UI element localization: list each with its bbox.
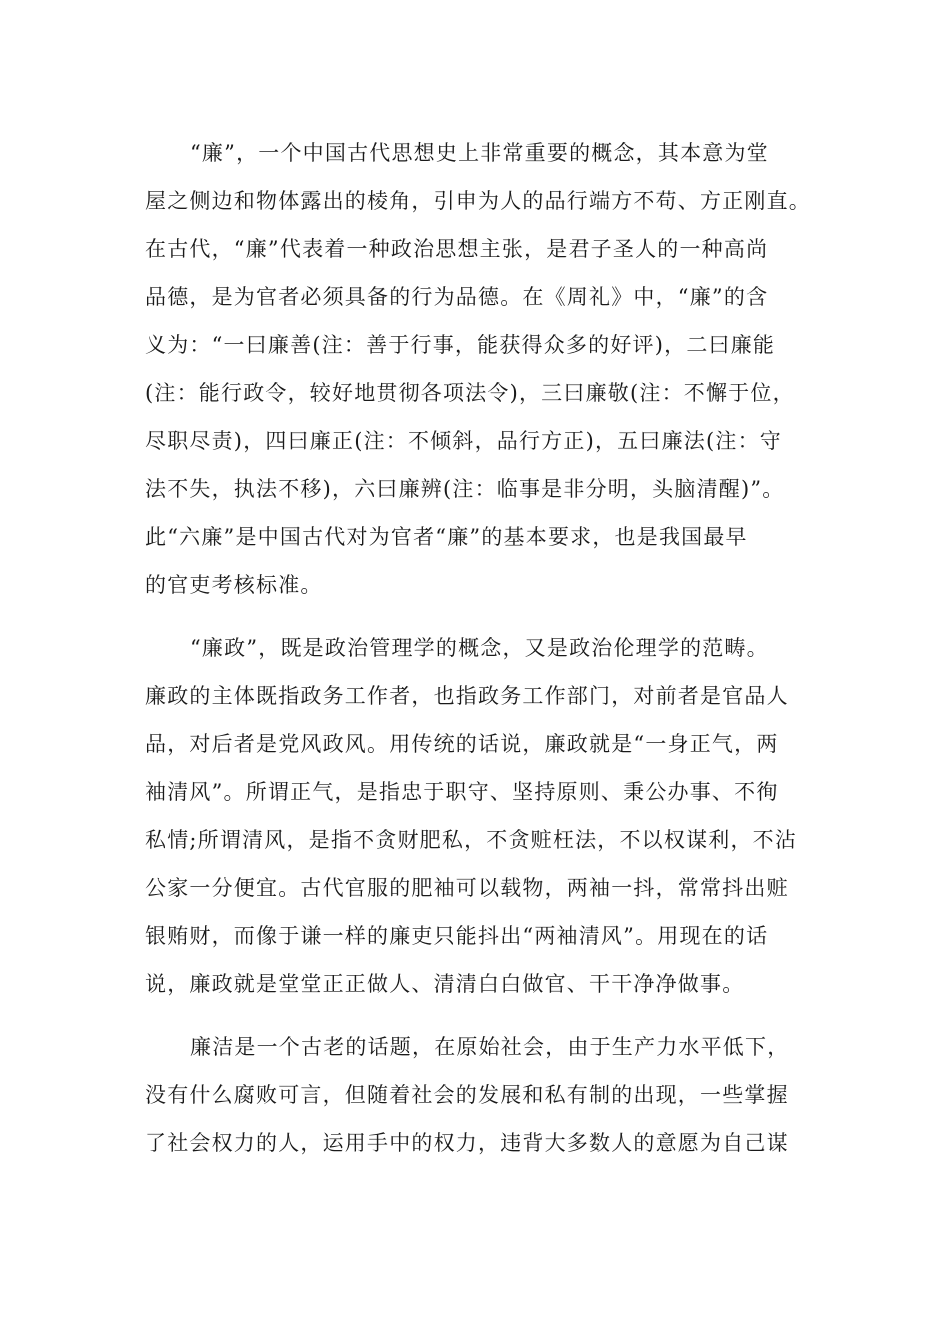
text-line: 在古代，“廉”代表着一种政治思想主张，是君子圣人的一种高尚 xyxy=(145,237,769,261)
text-line: “廉政”，既是政治管理学的概念，又是政治伦理学的范畴。 xyxy=(190,636,769,660)
text-line: 公家一分便宜。古代官服的肥袖可以载物，两袖一抖，常常抖出赃 xyxy=(145,876,789,900)
text-line: 银贿财，而像于谦一样的廉吏只能抖出“两袖清风”。用现在的话 xyxy=(145,924,769,948)
text-line: 私情;所谓清风，是指不贪财肥私，不贪赃枉法，不以权谋利，不沾 xyxy=(145,828,798,852)
paragraph-3 xyxy=(145,1023,810,1167)
text-line: 的官吏考核标准。 xyxy=(145,573,323,597)
document-body xyxy=(145,129,810,1182)
paragraph-1 xyxy=(145,129,810,609)
text-line: 了社会权力的人，运用手中的权力，违背大多数人的意愿为自己谋 xyxy=(145,1131,789,1155)
text-line: 廉洁是一个古老的话题，在原始社会，由于生产力水平低下， xyxy=(190,1035,790,1059)
text-line: 此“六廉”是中国古代对为官者“廉”的基本要求，也是我国最早 xyxy=(145,525,748,549)
text-line: “廉”，一个中国古代思想史上非常重要的概念，其本意为堂 xyxy=(190,141,769,165)
text-line: 说，廉政就是堂堂正正做人、清清白白做官、干干净净做事。 xyxy=(145,972,745,996)
text-line: 法不失，执法不移)，六曰廉辨(注：临事是非分明，头脑清醒)”。 xyxy=(145,477,785,501)
text-line: 屋之侧边和物体露出的棱角，引申为人的品行端方不苟、方正刚直。 xyxy=(145,189,811,213)
text-line: 义为：“一曰廉善(注：善于行事，能获得众多的好评)，二曰廉能 xyxy=(145,333,776,357)
text-line: 尽职尽责)，四曰廉正(注：不倾斜，品行方正)，五曰廉法(注：守 xyxy=(145,429,782,453)
text-line: (注：能行政令，较好地贯彻各项法令)，三曰廉敬(注：不懈于位， xyxy=(145,381,795,405)
text-line: 廉政的主体既指政务工作者，也指政务工作部门，对前者是官品人 xyxy=(145,684,789,708)
text-line: 没有什么腐败可言，但随着社会的发展和私有制的出现，一些掌握 xyxy=(145,1083,789,1107)
text-line: 品德，是为官者必须具备的行为品德。在《周礼》中，“廉”的含 xyxy=(145,285,769,309)
paragraph-2 xyxy=(145,624,810,1008)
text-line: 袖清风”。所谓正气，是指忠于职守、坚持原则、秉公办事、不徇 xyxy=(145,780,779,804)
text-line: 品，对后者是党风政风。用传统的话说，廉政就是“一身正气，两 xyxy=(145,732,779,756)
